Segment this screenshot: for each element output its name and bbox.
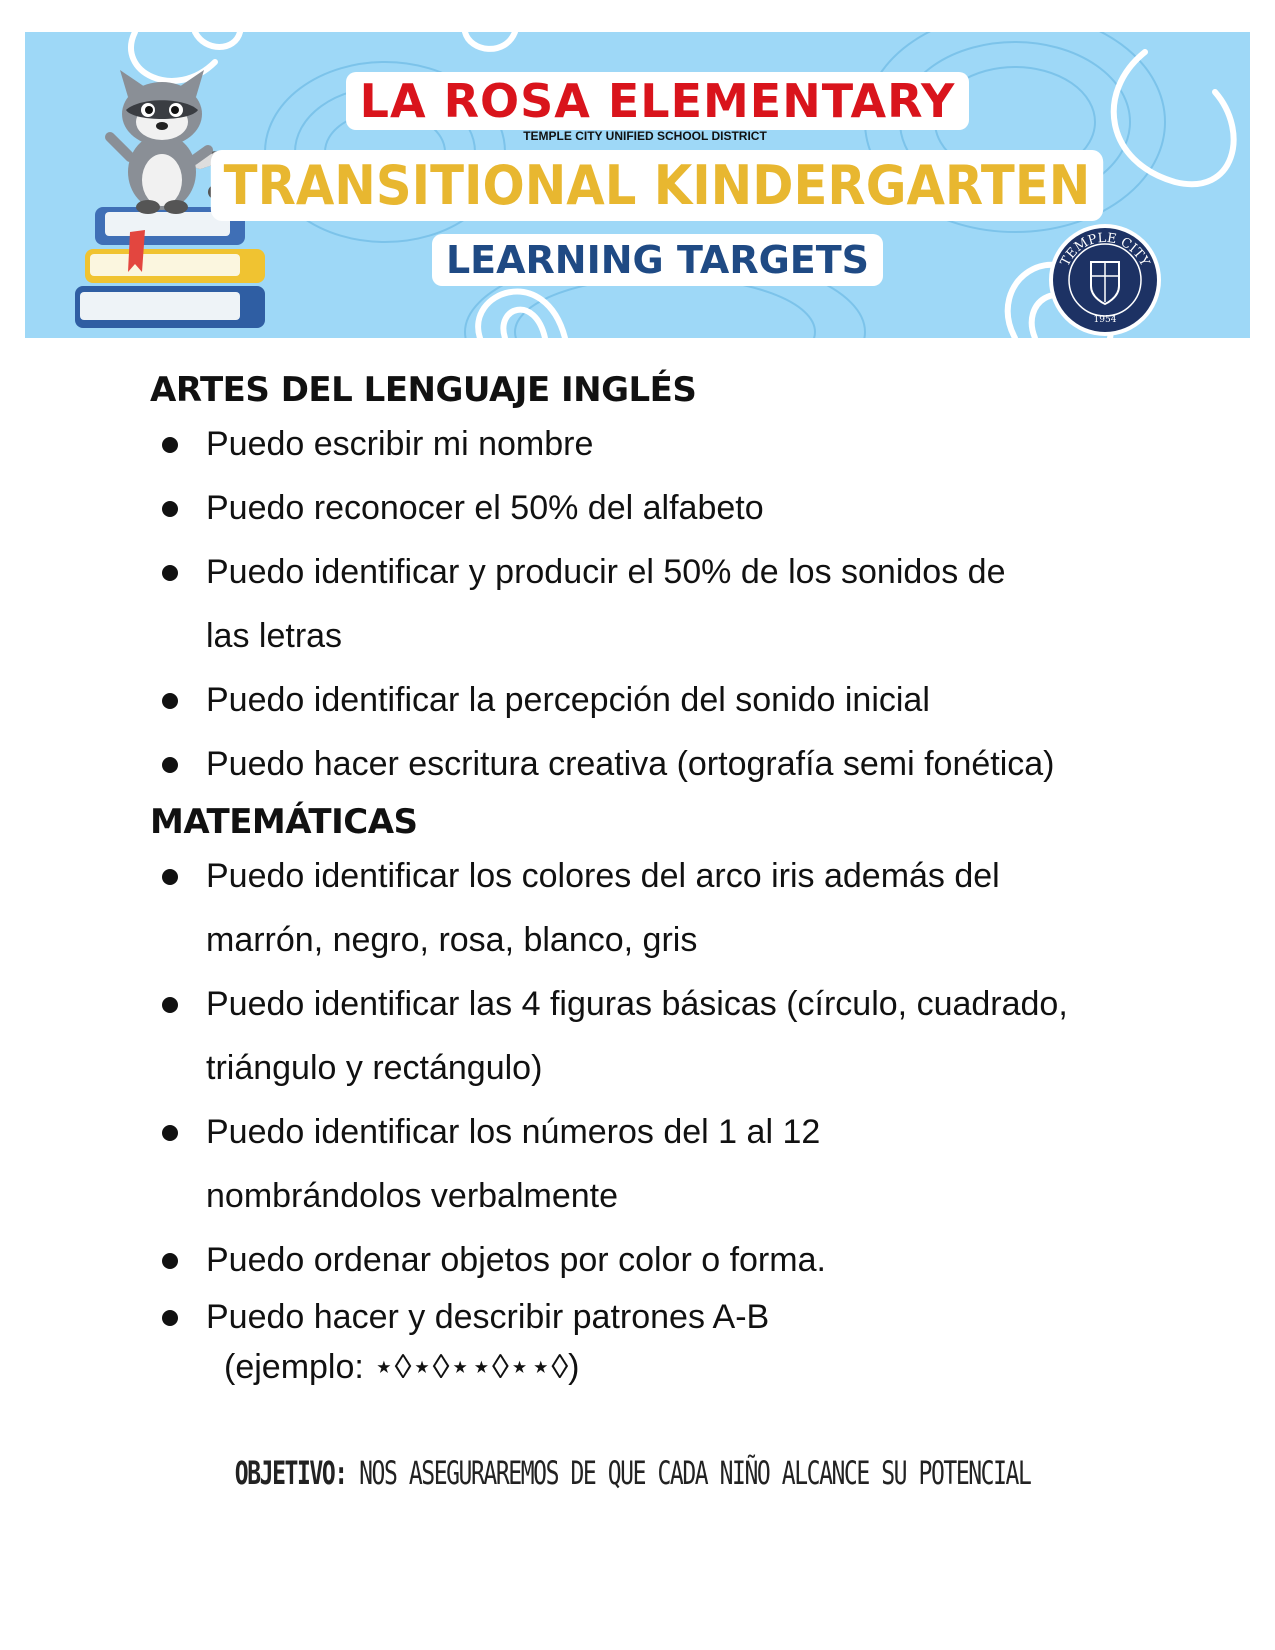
learning-targets-content [150,368,1150,1392]
program-block [25,150,1250,221]
bullet-icon [162,501,178,517]
bullet-icon [162,1253,178,1269]
district-name: TEMPLE CITY UNIFIED SCHOOL DISTRICT [523,129,767,143]
list-item [150,1228,1150,1292]
bullet-icon [162,869,178,885]
section-heading-math: MATEMÁTICAS [150,802,418,842]
list-item [150,412,1150,476]
bullet-icon [162,997,178,1013]
list-item [150,732,1106,796]
list-item-text: Puedo ordenar objetos por color o forma. [206,1241,826,1279]
list-item [150,476,1150,540]
objective-footer [174,1454,1092,1492]
temple-city-seal-icon [1047,222,1163,338]
bullet-icon [162,437,178,453]
bullet-icon [162,693,178,709]
header-banner [25,32,1250,338]
seal-top-text: TEMPLE CITY [1057,230,1153,269]
pattern-example: (ejemplo: ⋆◊⋆◊⋆⋆◊⋆⋆◊) [224,1348,580,1386]
list-item-text: Puedo escribir mi nombre [206,425,594,463]
objective-text: NOS ASEGURAREMOS DE QUE CADA NIÑO ALCANCE SU POTENCIAL [346,1454,1031,1492]
objective-label: OBJETIVO: [234,1454,347,1492]
school-name-block [25,72,1250,130]
program-title: TRANSITIONAL KINDERGARTEN [211,150,1103,221]
bullet-icon [162,1125,178,1141]
seal-year: 1954 [1093,315,1117,325]
list-item [150,540,1006,668]
section-heading-ela: ARTES DEL LENGUAJE INGLÉS [150,370,697,410]
district-block [25,127,1250,145]
list-item-text: Puedo identificar la percepción del sonido inicial [206,681,930,719]
list-item [150,844,1066,972]
list-item [150,1100,986,1228]
list-item-text: Puedo identificar los números del 1 al 12 nombrándolos verbalmente [206,1113,821,1215]
list-item-text: Puedo hacer escritura creativa (ortografía semi fonética) [206,745,1055,783]
list-item [150,668,1150,732]
list-item-text: Puedo hacer y describir patrones A-B [206,1298,770,1336]
list-item-text: Puedo identificar los colores del arco iris además del marrón, negro, rosa, blanco, gris [206,857,1000,959]
bullet-icon [162,757,178,773]
list-item [150,972,1106,1100]
math-targets-list [150,844,1150,1392]
bullet-icon [162,1310,178,1326]
school-name: LA ROSA ELEMENTARY [346,72,970,130]
bullet-icon [162,565,178,581]
list-item-text: Puedo identificar las 4 figuras básicas (círculo, cuadrado, triángulo y rectángulo) [206,985,1068,1087]
subtitle-learning-targets: LEARNING TARGETS [432,234,883,286]
list-item-text: Puedo reconocer el 50% del alfabeto [206,489,764,527]
ela-targets-list [150,412,1150,796]
list-item-text: Puedo identificar y producir el 50% de los sonidos de las letras [206,553,1006,655]
list-item [150,1292,1150,1392]
